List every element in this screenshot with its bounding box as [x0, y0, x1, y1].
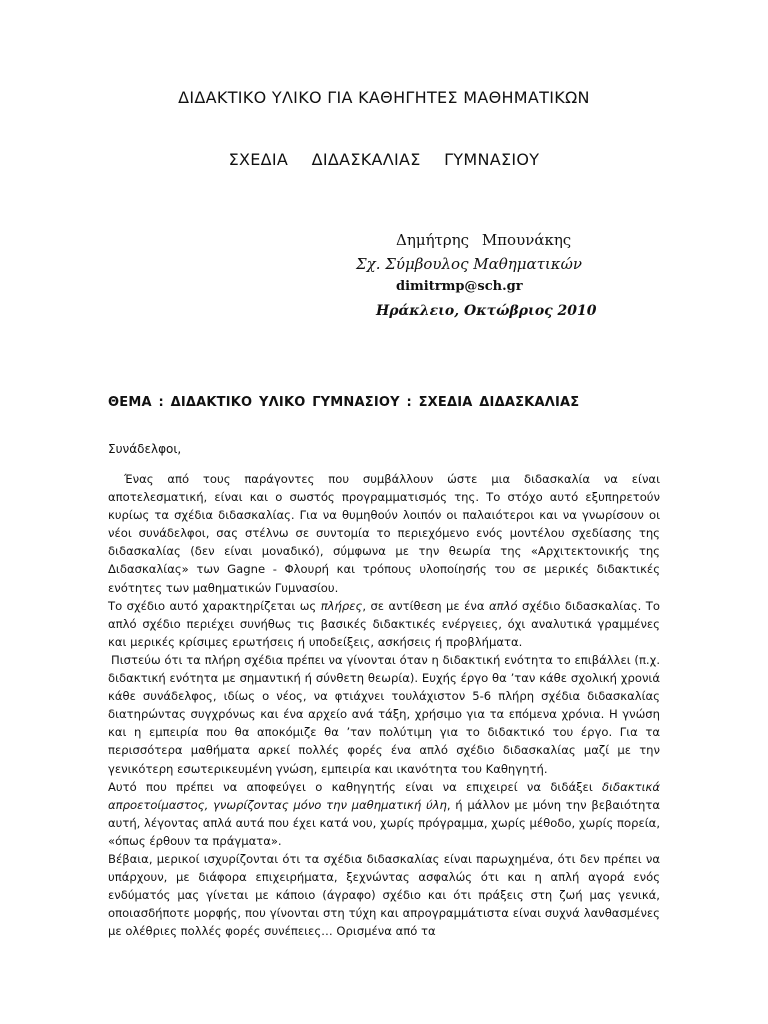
author-name: Δημήτρης Μπουνάκης: [396, 231, 572, 249]
author-block: [356, 228, 676, 324]
paragraph-2-text-e: σχέδιο διδασκαλίας. Το απλό σχέδιο περιέχει συνήθως τις βασικές διδακτικές ενέργειες, όχι αναλυτικά γραμμένες και μερικές κρίσιμες ερωτήσεις ή υποδείξεις, ασκήσεις ή προβλήματα.: [108, 598, 660, 649]
document-subject: ΘΕΜΑ : ΔΙΔΑΚΤΙΚΟ ΥΛΙΚΟ ΓΥΜΝΑΣΙΟΥ : ΣΧΕΔΙΑ ΔΙΔΑΣΚΑΛΙΑΣ: [108, 395, 580, 410]
author-email: dimitrmp@sch.gr: [396, 279, 523, 294]
paragraph-4: [108, 778, 660, 850]
paragraph-2-italic-full: πλήρες: [320, 598, 363, 613]
greeting: Συνάδελφοι,: [108, 442, 182, 456]
document-subtitle: ΣΧΕΔΙΑ ΔΙΔΑΣΚΑΛΙΑΣ ΓΥΜΝΑΣΙΟΥ: [228, 150, 540, 169]
author-role: Σχ. Σύμβουλος Μαθηματικών: [356, 255, 582, 273]
paragraph-1: Ένας από τους παράγοντες που συμβάλλουν ώστε μια διδασκαλία να είναι αποτελεσματική, είναι και ο σωστός προγραμματισμός της. Το στόχο αυτό εξυπηρετούν κυρίως τα σχέδια διδασκαλίας. Για να θυμηθούν λοιπόν οι παλαιότεροι και να γνωρίσουν οι νέοι συνάδελφοι, σας στέλνω σε συντομία το περιεχόμενο ενός μοντέλου σχεδίασης της διδασκαλίας (δεν είναι μοναδικό), σύμφωνα με την θεωρία της «Αρχιτεκτονικής της Διδασκαλίας» των Gagne - Φλουρή και τρόπους υλοποίησής του σε μερικές διδακτικές ενότητες των μαθηματικών Γυμνασίου.: [108, 472, 660, 595]
paragraph-3: Πιστεύω ότι τα πλήρη σχέδια πρέπει να γίνονται όταν η διδακτική ενότητα το επιβάλλει (π.χ. διδακτική ενότητα με σημαντική ή σύνθετη θεωρία). Ευχής έργο θα ’ταν κάθε σχολική χρονιά κάθε συνάδελφος, ιδίως ο νέος, να φτιάχνει τουλάχιστον 5-6 πλήρη σχέδια διδασκαλίας διατηρώντας συγχρόνως και ένα αρχείο ανά τάξη, χρήσιμο για τα επόμενα χρόνια. Η γνώση και η εμπειρία που θα αποκόμιζε θα ’ταν πολύτιμη για το διδακτικό του έργο. Για τα περισσότερα μαθήματα αρκεί πολλές φορές ένα απλό σχέδιο διδασκαλίας μαζί με την γενικότερη εσωτερικευμένη γνώση, εμπειρία και ικανότητα του Καθηγητή.: [108, 652, 660, 776]
author-place-date: Ηράκλειο, Οκτώβριος 2010: [376, 303, 597, 319]
paragraph-4-text-a: Αυτό που πρέπει να αποφεύγει ο καθηγητής είναι να επιχειρεί να διδάξει: [108, 779, 603, 794]
paragraph-4-italic: διδακτικά απροετοίμαστος, γνωρίζοντας μόνο την μαθηματική ύλη: [108, 779, 660, 812]
paragraph-4-text-c: , ή μάλλον με μόνη την βεβαιότητα αυτή, λέγοντας απλά αυτά που έχει κατά νου, χωρίς πρόγραμμα, χωρίς μέθοδο, χωρίς πορεία, «όπως έρθουν τα πράγματα».: [108, 797, 661, 848]
paragraph-2: [108, 597, 660, 651]
paragraph-2-text-c: , σε αντίθεση με ένα: [362, 598, 489, 613]
paragraph-2-italic-simple: απλό: [488, 598, 518, 613]
paragraph-2-text-a: Το σχέδιο αυτό χαρακτηρίζεται ως: [108, 598, 321, 613]
document-title: ΔΙΔΑΚΤΙΚΟ ΥΛΙΚΟ ΓΙΑ ΚΑΘΗΓΗΤΕΣ ΜΑΘΗΜΑΤΙΚΩΝ: [178, 88, 590, 107]
paragraph-5: Βέβαια, μερικοί ισχυρίζονται ότι τα σχέδια διδασκαλίας είναι παρωχημένα, ότι δεν πρέπει να υπάρχουν, με διάφορα επιχειρήματα, ξεχνώντας ασφαλώς ότι και η απλή αγορά ενός ενδύματός μας γίνεται με κάποιο (άγραφο) σχέδιο και ότι πράξεις στη ζωή μας γενικά, οποιασδήποτε μορφής, που γίνονται στη τύχη και απρογραμμάτιστα είναι συχνά λανθασμένες με ολέθριες πολλές φορές συνέπειες… Ορισμένα από τα: [108, 851, 660, 939]
body-text: [108, 470, 660, 940]
